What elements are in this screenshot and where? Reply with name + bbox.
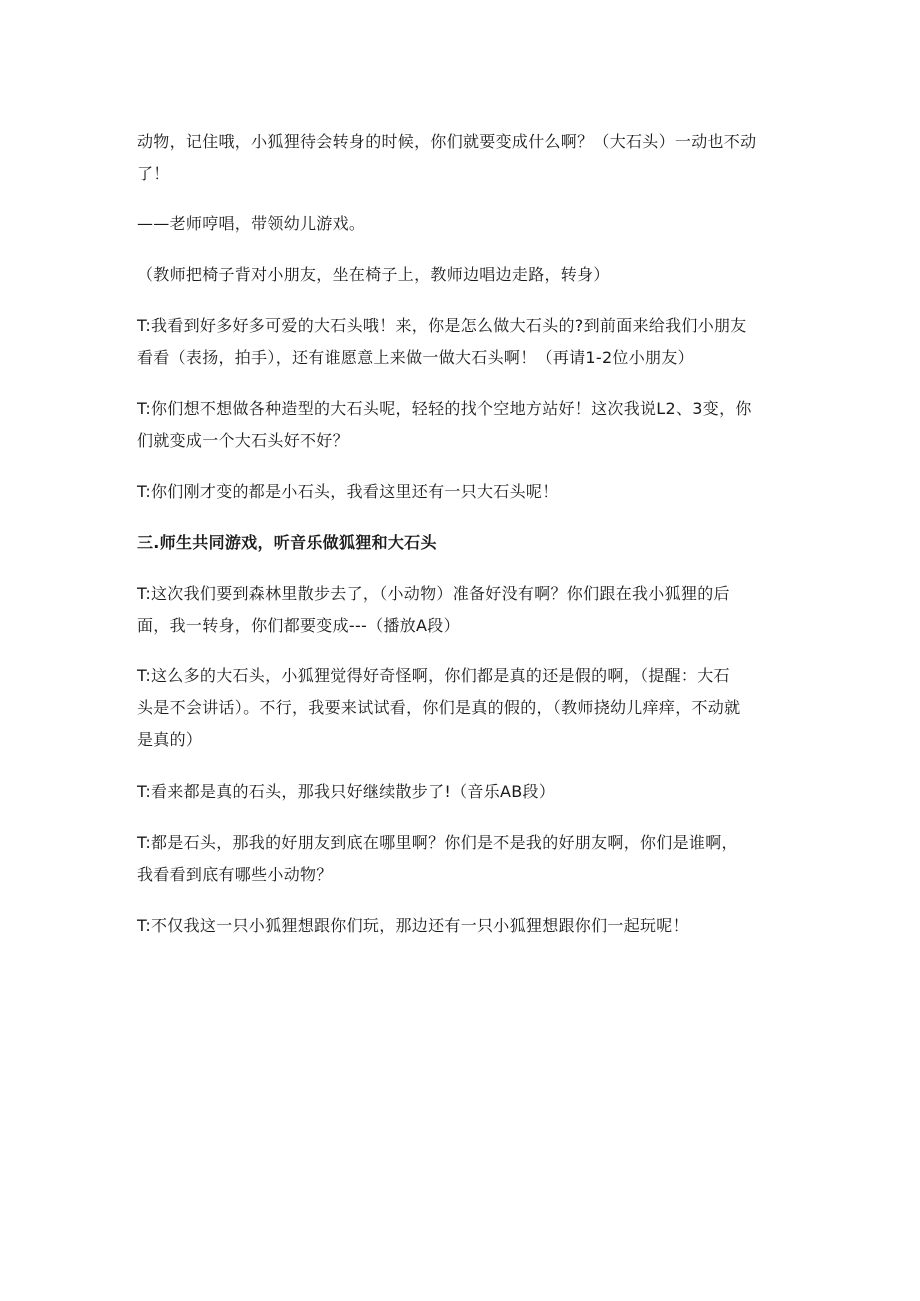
paragraph-5-line-1: T:你们想不想做各种造型的大石头呢，轻轻的找个空地方站好！这次我说L2、3变，你 [137,399,752,418]
paragraph-5 [137,393,797,457]
section-heading [137,527,797,559]
paragraph-7 [137,578,797,642]
paragraph-2 [137,208,797,240]
paragraph-6-line-1: T:你们刚才变的都是小石头，我看这里还有一只大石头呢！ [137,482,559,501]
paragraph-9 [137,776,797,808]
paragraph-8 [137,660,797,756]
paragraph-4-line-2: 看看（表扬，拍手），还有谁愿意上来做一做大石头啊！（再请1-2位小朋友） [137,348,694,367]
paragraph-1-line-1: 动物，记住哦，小狐狸待会转身的时候，你们就要变成什么啊？（大石头）一动也不动 [137,132,757,151]
paragraph-8-line-1: T:这么多的大石头，小狐狸觉得好奇怪啊，你们都是真的还是假的啊，（提醒：大石 [137,666,730,685]
paragraph-3-line-1: （教师把椅子背对小朋友，坐在椅子上，教师边唱边走路，转身） [137,265,610,284]
section-heading-line-1: 三.师生共同游戏，听音乐做狐狸和大石头 [137,533,437,552]
paragraph-9-line-1: T:看来都是真的石头，那我只好继续散步了!（音乐AB段） [137,782,556,801]
paragraph-8-line-3: 是真的） [137,730,203,749]
paragraph-7-line-2: 面，我一转身，你们都要变成---（播放A段） [137,616,460,635]
paragraph-4 [137,310,797,374]
paragraph-10-line-1: T:都是石头，那我的好朋友到底在哪里啊？你们是不是我的好朋友啊，你们是谁啊， [137,833,738,852]
paragraph-5-line-2: 们就变成一个大石头好不好？ [137,431,349,450]
paragraph-11 [137,910,797,942]
paragraph-6 [137,476,797,508]
paragraph-4-line-1: T:我看到好多好多可爱的大石头哦！来，你是怎么做大石头的?到前面来给我们小朋友 [137,316,747,335]
paragraph-1 [137,126,797,190]
paragraph-8-line-2: 头是不会讲话）。不行，我要来试试看，你们是真的假的，（教师挠幼儿痒痒，不动就 [137,698,741,717]
paragraph-2-line-1: ——老师哼唱，带领幼儿游戏。 [137,214,366,233]
paragraph-3 [137,259,797,291]
paragraph-10 [137,827,797,891]
paragraph-10-line-2: 我看看到底有哪些小动物？ [137,865,333,884]
paragraph-7-line-1: T:这次我们要到森林里散步去了，（小动物）准备好没有啊？你们跟在我小狐狸的后 [137,584,730,603]
paragraph-1-line-2: 了！ [137,164,170,183]
paragraph-11-line-1: T:不仅我这一只小狐狸想跟你们玩，那边还有一只小狐狸想跟你们一起玩呢！ [137,916,689,935]
